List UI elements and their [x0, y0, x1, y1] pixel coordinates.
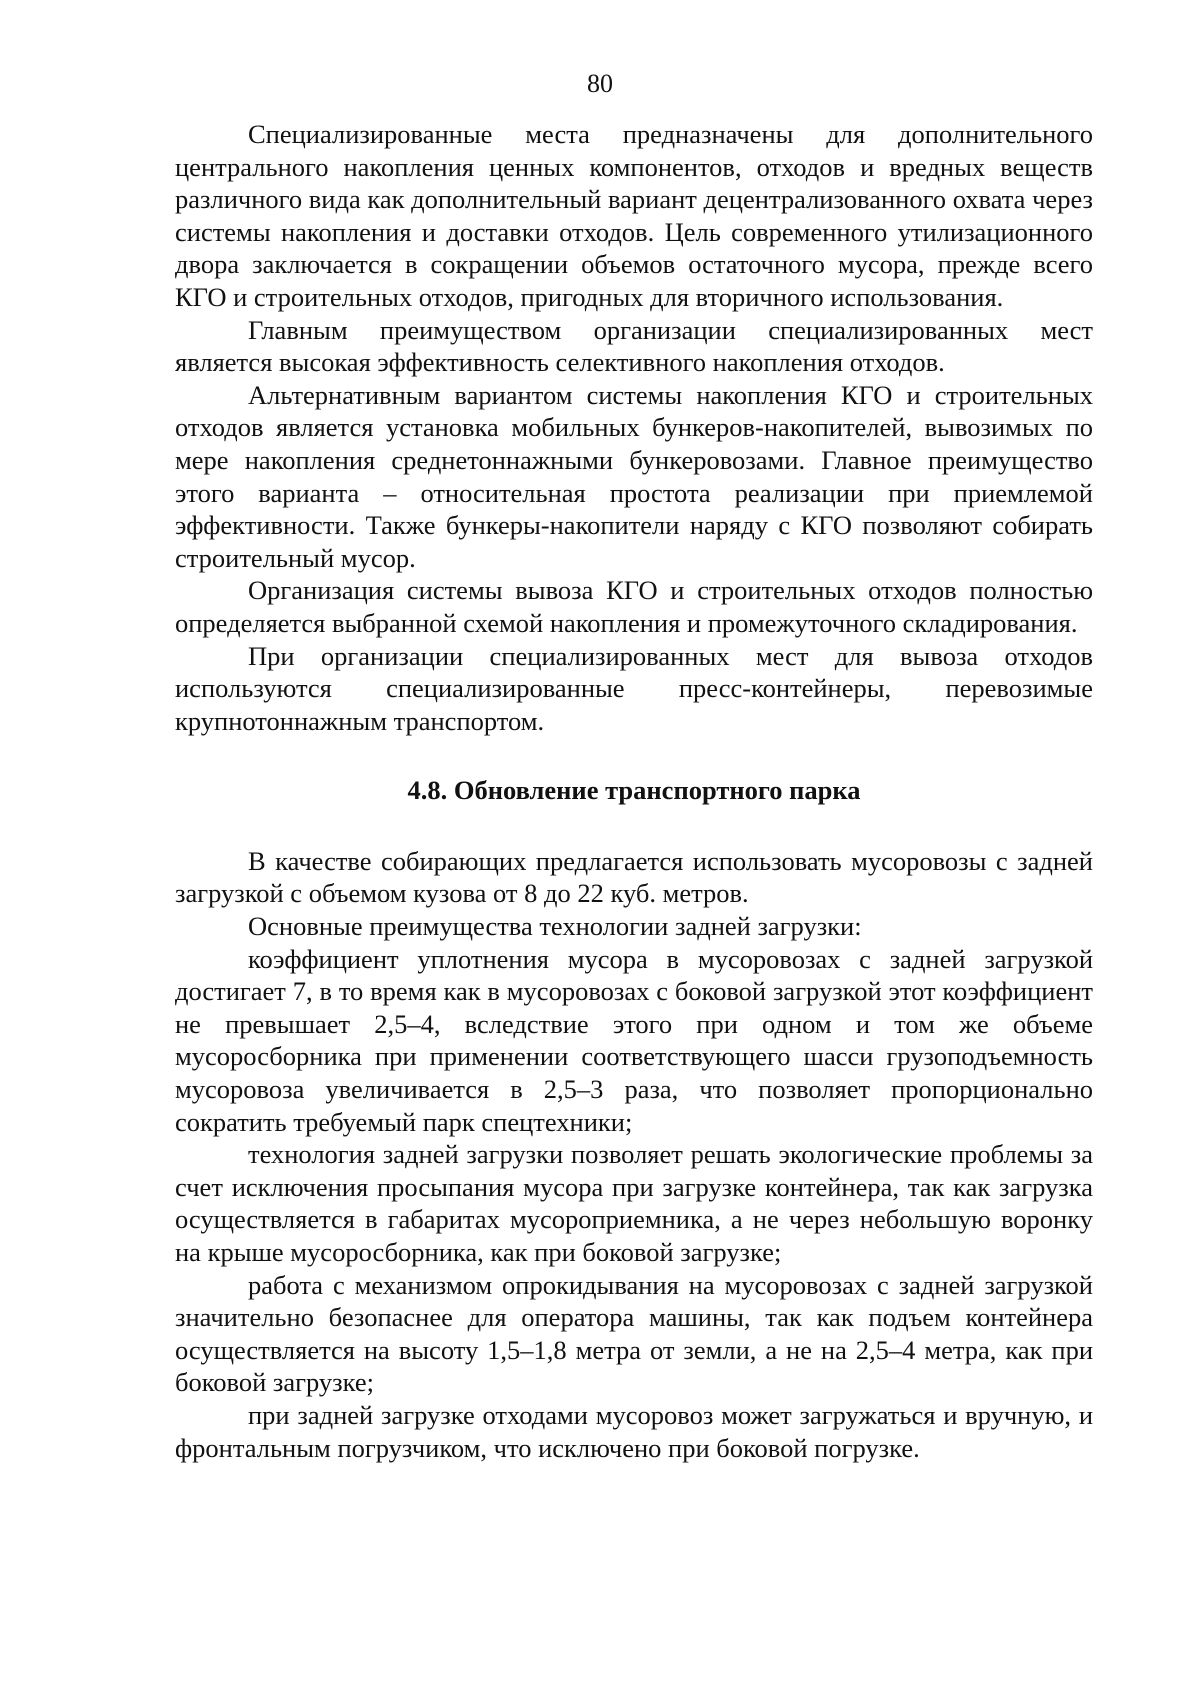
paragraph: Главным преимуществом организации специализированных мест является высокая эффективность селективного накопления отходов. [175, 314, 1093, 378]
paragraph: Альтернативным вариантом системы накопления КГО и строительных отходов является установка мобильных бункеров-накопителей, вывозимых по мере накопления среднетоннажными бункеровозами. Главное преимущество этого варианта – относительная простота реализации при приемлемой эффективности. Также бункеры-накопители наряду с КГО позволяют собирать строительный мусор. [175, 379, 1093, 573]
paragraph: При организации специализированных мест для вывоза отходов используются специализированные пресс-контейнеры, перевозимые крупнотоннажным транспортом. [175, 640, 1093, 736]
paragraph: Организация системы вывоза КГО и строительных отходов полностью определяется выбранной схемой накопления и промежуточного складирования. [175, 575, 1093, 638]
list-item: технология задней загрузки позволяет решать экологические проблемы за счет исключения просыпания мусора при загрузке контейнера, так как загрузка осуществляется в габаритах мусороприемника, а не через небольшую воронку на крыше мусоросборника, как при боковой загрузке; [175, 1139, 1093, 1267]
page-body [175, 118, 1093, 1464]
paragraph: В качестве собирающих предлагается использовать мусоровозы с задней загрузкой с объемом кузова от 8 до 22 куб. метров. [175, 845, 1093, 909]
section-heading: 4.8. Обновление транспортного парка [407, 775, 861, 806]
list-item: коэффициент уплотнения мусора в мусоровозах с задней загрузкой достигает 7, в то время как в мусоровозах с боковой загрузкой этот коэффициент не превышает 2,5–4, вследствие этого при одном и том же объеме мусоросборника при применении соответствующего шасси грузоподъемность мусоровоза увеличивается в 2,5–3 раза, что позволяет пропорционально сократить требуемый парк спецтехники; [175, 943, 1093, 1137]
list-item: работа с механизмом опрокидывания на мусоровозах с задней загрузкой значительно безопаснее для оператора машины, так как подъем контейнера осуществляется на высоту 1,5–1,8 метра от земли, а не на 2,5–4 метра, как при боковой загрузке; [175, 1269, 1093, 1398]
page-number: 80 [587, 69, 613, 98]
paragraph: Основные преимущества технологии задней загрузки: [248, 911, 862, 942]
paragraph: Специализированные места предназначены для дополнительного центрального накопления ценных компонентов, отходов и вредных веществ различного вида как дополнительный вариант децентрализованного охвата через системы накопления и доставки отходов. Цель современного утилизационного двора заключается в сокращении объемов остаточного мусора, прежде всего КГО и строительных отходов, пригодных для вторичного использования. [175, 119, 1093, 312]
list-item: при задней загрузке отходами мусоровоз может загружаться и вручную, и фронтальным погрузчиком, что исключено при боковой погрузке. [175, 1399, 1093, 1463]
